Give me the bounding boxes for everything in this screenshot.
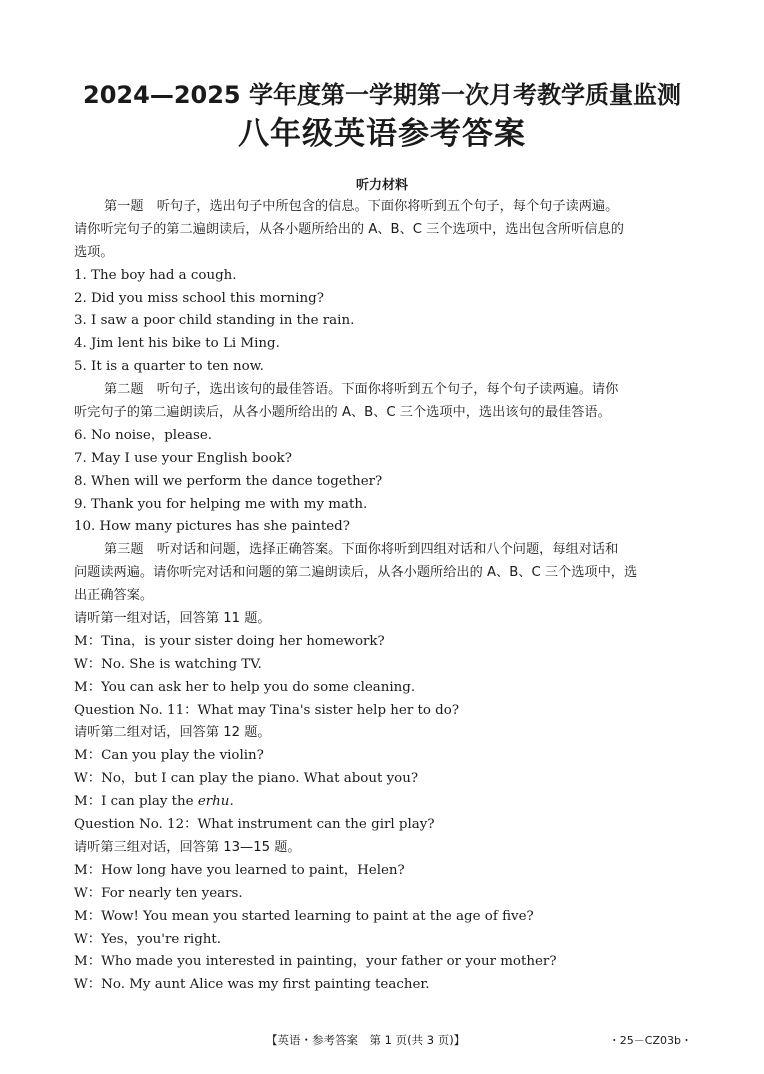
list-item: 9. Thank you for helping me with my math.	[74, 496, 368, 512]
list-item: 2. Did you miss school this morning?	[74, 290, 324, 306]
dialogue-line	[74, 791, 694, 814]
part3-intro-line: 第三题 听对话和问题，选择正确答案。下面你将听到四组对话和八个问题，每组对话和	[104, 542, 619, 558]
part3-intro-line: 出正确答案。	[74, 588, 154, 604]
dialogue-text: M：I can play the	[74, 794, 198, 810]
dialogue-line: M：You can ask her to help you do some cleaning.	[74, 679, 416, 695]
dialogue-line: M：Tina，is your sister doing her homework?	[74, 633, 385, 649]
part1-intro-line: 请你听完句子的第二遍朗读后，从各小题所给出的 A、B、C 三个选项中，选出包含所听信息的	[74, 221, 624, 237]
question-line: Question No. 12：What instrument can the girl play?	[74, 817, 435, 833]
footer-code: ・25－CZ03b・	[608, 1034, 692, 1047]
dialogue-line: M：Wow! You mean you started learning to paint at the age of five?	[74, 908, 534, 924]
erhu-italic-word: erhu	[197, 794, 230, 810]
dialogue-line: M：Who made you interested in painting，your father or your mother?	[74, 954, 557, 970]
list-item: 5. It is a quarter to ten now.	[74, 359, 264, 375]
dialogue-line: W：Yes，you're right.	[74, 931, 222, 947]
part1-intro-line: 第一题 听句子，选出句子中所包含的信息。下面你将听到五个句子，每个句子读两遍。	[104, 199, 619, 214]
dialogue-line: W：No. She is watching TV.	[74, 656, 262, 672]
dialogue-line: M：Can you play the violin?	[74, 748, 264, 764]
list-item: 6. No noise，please.	[74, 427, 213, 443]
listening-material	[74, 196, 694, 997]
group-prompt: 请听第一组对话，回答第 11 题。	[74, 611, 271, 627]
page-footer	[0, 1032, 764, 1052]
dialogue-line: W：For nearly ten years.	[74, 885, 243, 901]
dialogue-line: W：No，but I can play the piano. What about you?	[74, 771, 419, 787]
exam-title: 2024—2025 学年度第一学期第一次月考教学质量监测	[83, 81, 681, 109]
document-title: 八年级英语参考答案	[238, 116, 526, 152]
list-item: 7. May I use your English book?	[74, 450, 292, 466]
dialogue-text: .	[229, 794, 234, 810]
dialogue-line: M：How long have you learned to paint，Helen?	[74, 862, 405, 878]
footer-page-info: 【英语・参考答案 第 1 页(共 3 页)】	[266, 1033, 466, 1047]
list-item: 10. How many pictures has she painted?	[74, 519, 350, 535]
dialogue-line: W：No. My aunt Alice was my first painting teacher.	[74, 977, 430, 993]
part2-intro-line: 听完句子的第二遍朗读后，从各小题所给出的 A、B、C 三个选项中，选出该句的最佳答语。	[74, 405, 611, 421]
question-line: Question No. 11：What may Tina's sister help her to do?	[74, 702, 460, 718]
part2-intro-line: 第二题 听句子，选出该句的最佳答语。下面你将听到五个句子，每个句子读两遍。请你	[104, 382, 619, 398]
list-item: 8. When will we perform the dance together?	[74, 473, 383, 489]
section-heading: 听力材料	[355, 178, 408, 193]
group-prompt: 请听第二组对话，回答第 12 题。	[74, 725, 271, 741]
list-item: 4. Jim lent his bike to Li Ming.	[74, 336, 280, 352]
part3-intro-line: 问题读两遍。请你听完对话和问题的第二遍朗读后，从各小题所给出的 A、B、C 三个选项中，选	[74, 565, 638, 581]
list-item: 1. The boy had a cough.	[74, 267, 237, 283]
group-prompt: 请听第三组对话，回答第 13—15 题。	[74, 839, 301, 855]
part1-intro-line: 选项。	[74, 244, 114, 260]
list-item: 3. I saw a poor child standing in the rain.	[74, 313, 355, 329]
